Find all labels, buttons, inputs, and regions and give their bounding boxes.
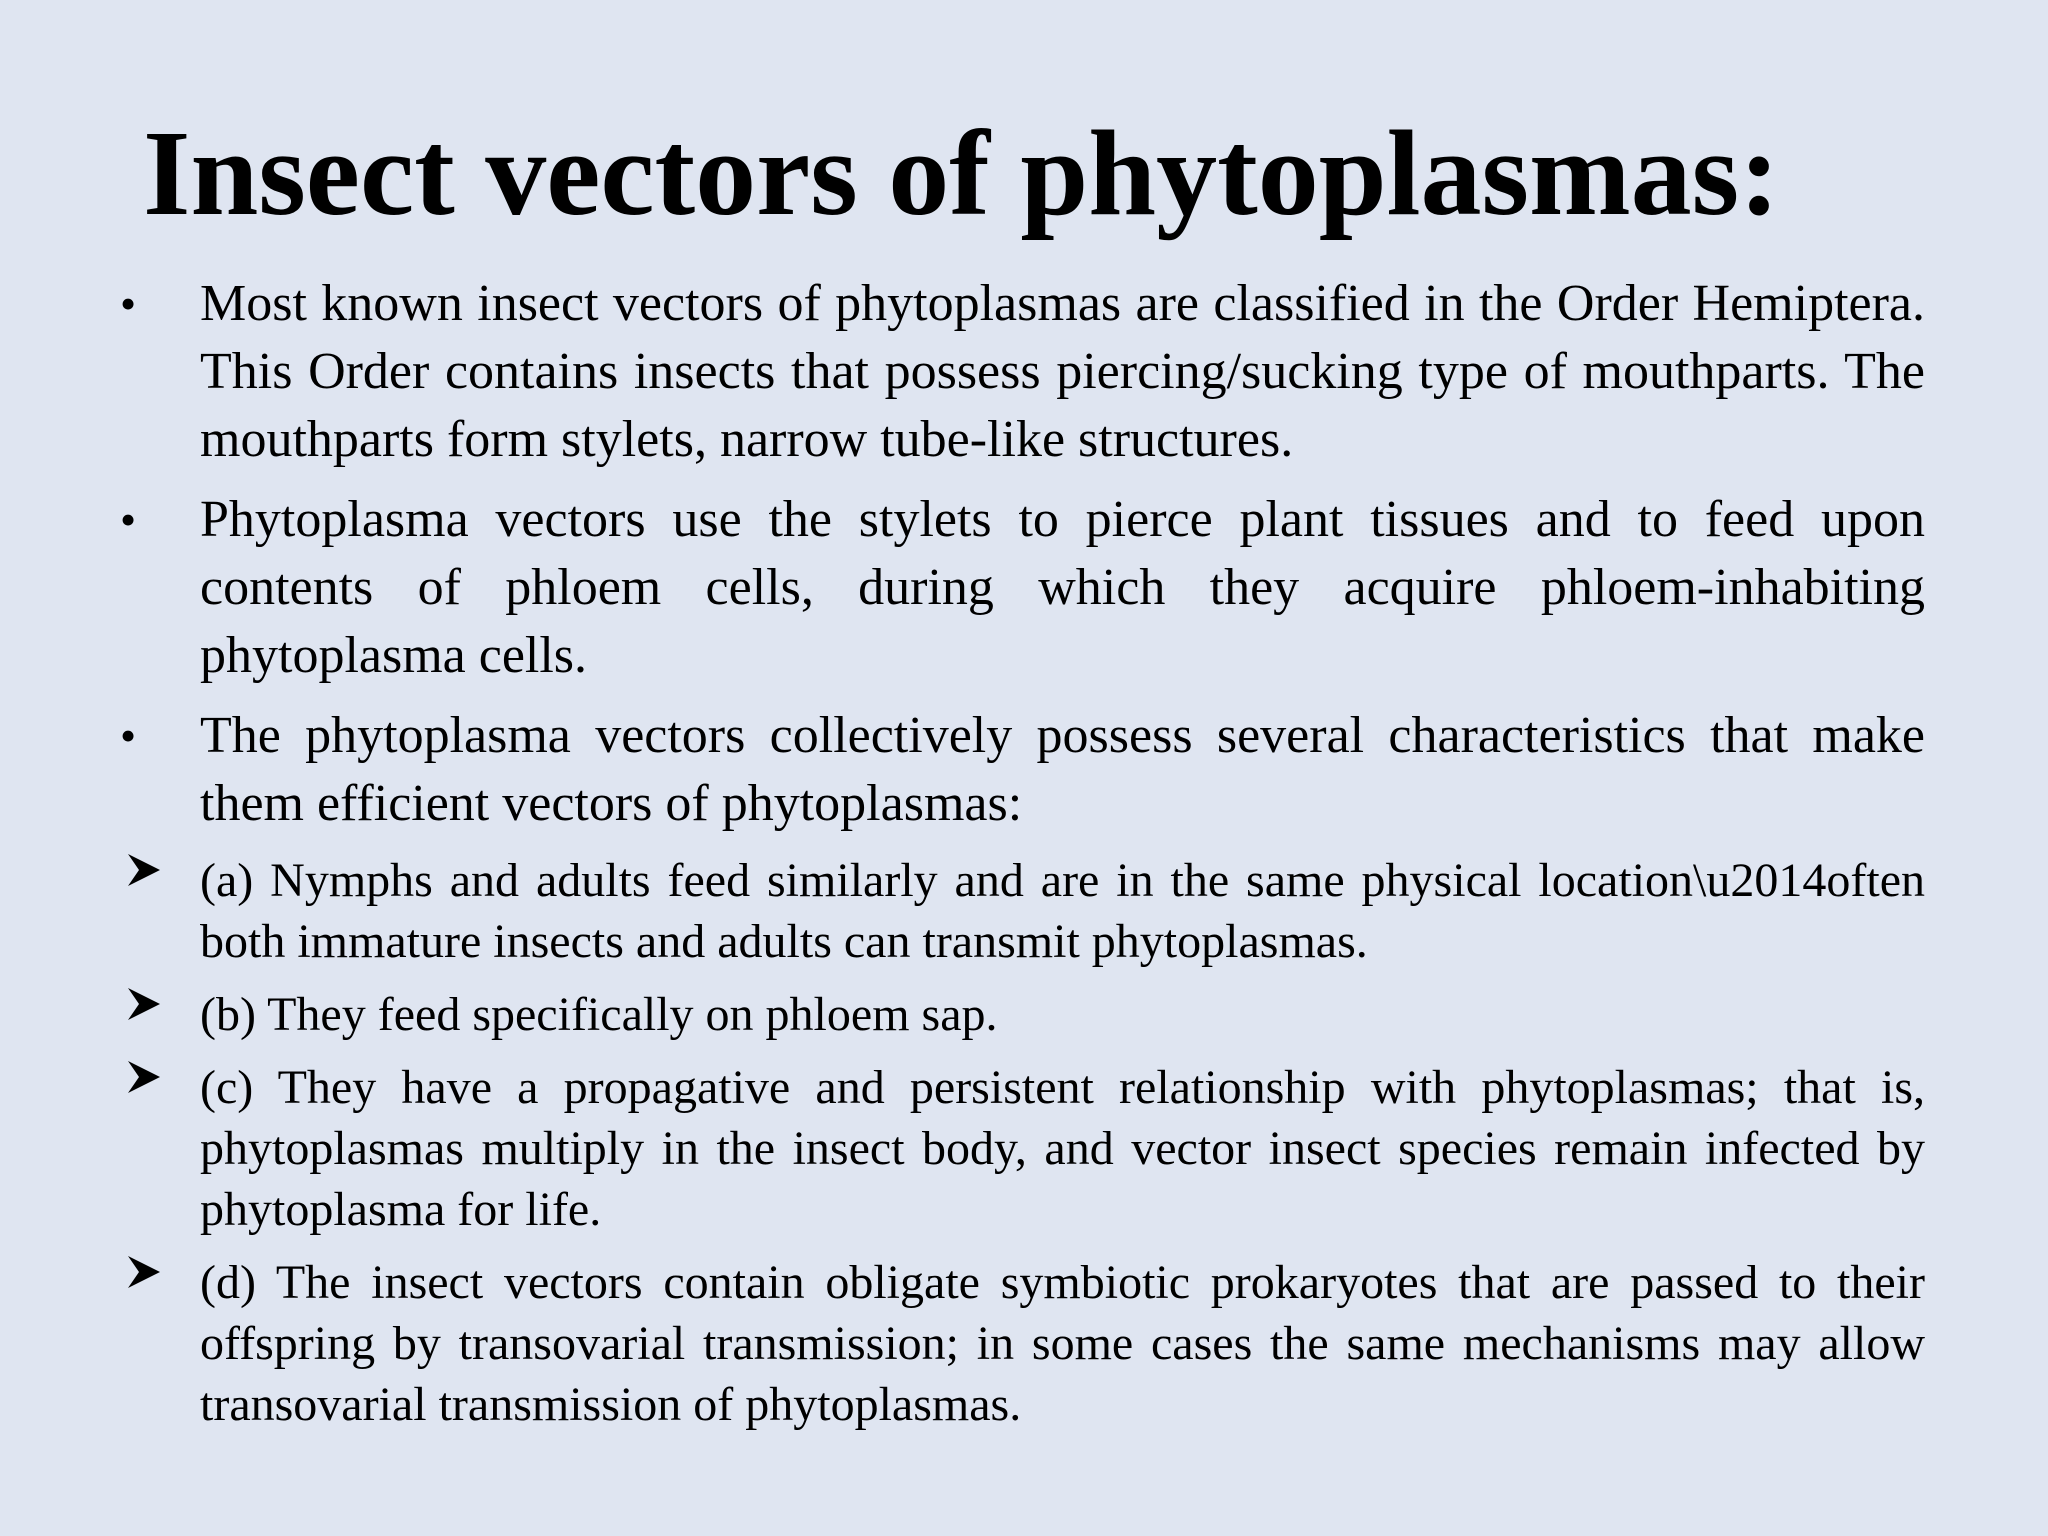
arrow-bullet-icon: [126, 986, 186, 1022]
slide-title: Insect vectors of phytoplasmas:: [143, 106, 1780, 241]
sub-point-text: (b) They feed specifically on phloem sap.: [200, 988, 998, 1041]
sub-point-item: [120, 1252, 1925, 1435]
bullet-dot: •: [120, 278, 137, 329]
sub-point-text: (a) Nymphs and adults feed similarly and are in the same physical location\u2014often both immature insects and adults can transmit phytoplasmas.: [200, 854, 1925, 968]
sub-point-text: (c) They have a propagative and persistent relationship with phytoplasmas; that is, phytoplasmas multiply in the insect body, and vector insect species remain infected by phytoplasma for life.: [200, 1061, 1925, 1236]
bullet-dot: •: [120, 494, 137, 545]
bullet-item: [120, 486, 1925, 690]
bullet-dot: •: [120, 710, 137, 761]
sub-point-text: (d) The insect vectors contain obligate symbiotic prokaryotes that are passed to their offspring by transovarial transmission; in some cases the same mechanisms may allow transovarial transmission of phytoplasmas.: [200, 1256, 1925, 1431]
arrow-bullet-icon: [126, 1254, 186, 1290]
sub-point-item: [120, 1057, 1925, 1240]
bullet-item: [120, 702, 1925, 838]
sub-point-item: [120, 850, 1925, 972]
bullet-text: Phytoplasma vectors use the stylets to pierce plant tissues and to feed upon contents of phloem cells, during which they acquire phloem-inhabiting phytoplasma cells.: [200, 491, 1925, 684]
arrow-bullet-icon: [126, 852, 186, 888]
bullet-text: The phytoplasma vectors collectively possess several characteristics that make them efficient vectors of phytoplasmas:: [200, 707, 1925, 832]
slide-body: [120, 270, 1925, 1447]
bullet-text: Most known insect vectors of phytoplasmas are classified in the Order Hemiptera. This Order contains insects that possess piercing/sucking type of mouthparts. The mouthparts form stylets, narrow tube-like structures.: [200, 275, 1925, 468]
sub-point-item: [120, 984, 1925, 1045]
bullet-item: [120, 270, 1925, 474]
arrow-bullet-icon: [126, 1059, 186, 1095]
